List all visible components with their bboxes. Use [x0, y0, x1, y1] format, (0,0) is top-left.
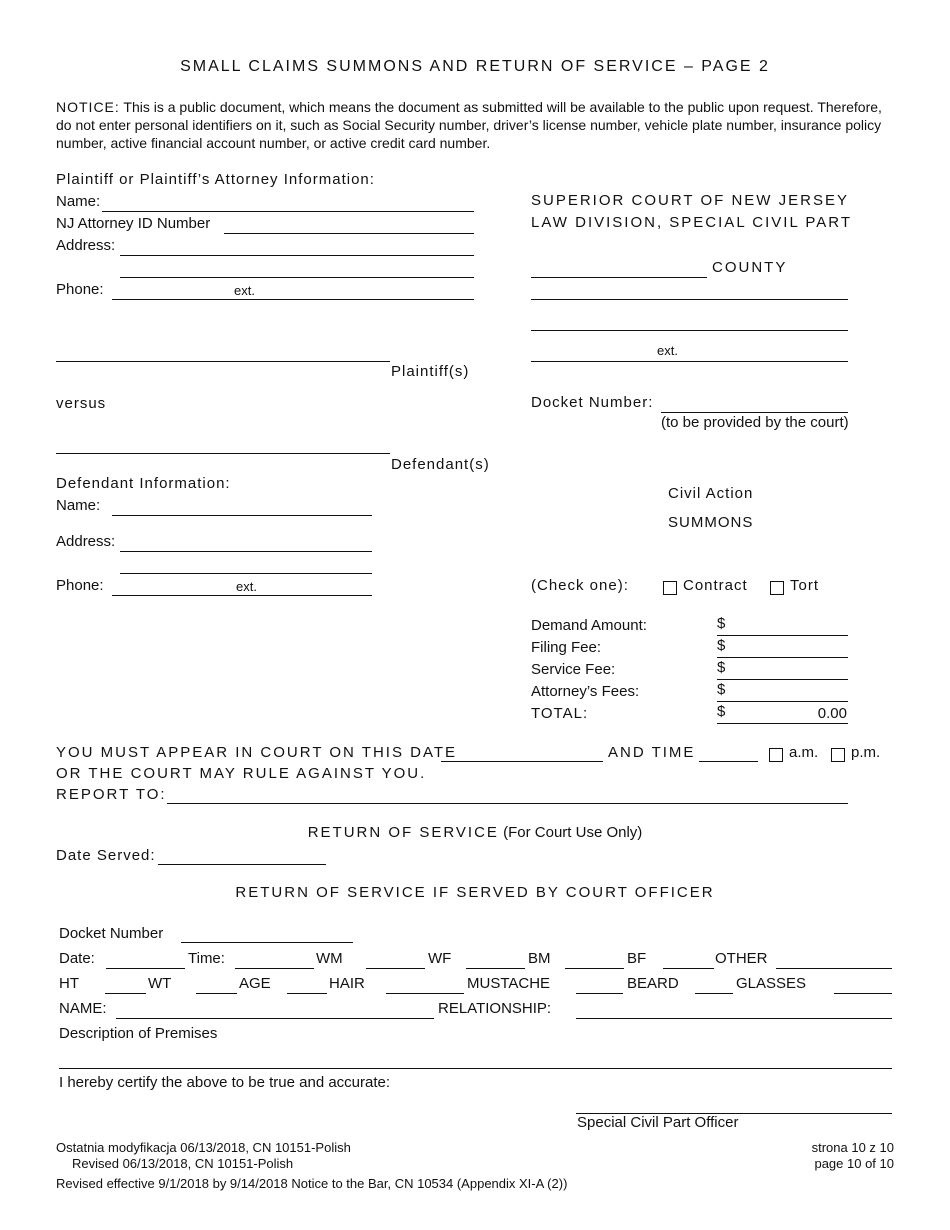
plaintiff-name-field[interactable]: [102, 211, 474, 212]
service-fee-field[interactable]: [717, 679, 848, 680]
defendant-address-field-2[interactable]: [120, 573, 372, 574]
ht-field[interactable]: [105, 993, 146, 994]
officer-name-field[interactable]: [116, 1018, 434, 1019]
am-checkbox[interactable]: [769, 748, 783, 762]
county-field[interactable]: [531, 277, 707, 278]
certify-statement: I hereby certify the above to be true and accurate:: [59, 1074, 391, 1091]
defendant-name-label: Name:: [56, 497, 101, 514]
officer-signature-label: Special Civil Part Officer: [577, 1114, 739, 1131]
court-officer-heading: RETURN OF SERVICE IF SERVED BY COURT OFFICER: [235, 884, 715, 901]
footer-revision-polish: Ostatnia modyfikacja 06/13/2018, CN 10151-Polish: [56, 1140, 351, 1155]
plaintiff-address-field-2[interactable]: [120, 277, 474, 278]
attorney-fees-field[interactable]: [717, 701, 848, 702]
officer-date-label: Date:: [59, 950, 95, 967]
versus-label: versus: [56, 395, 107, 412]
footer-page-number: page 10 of 10: [814, 1156, 894, 1171]
officer-time-field[interactable]: [235, 968, 314, 969]
notice-label: NOTICE:: [56, 99, 120, 115]
demand-amount-label: Demand Amount:: [531, 617, 647, 634]
total-field[interactable]: [717, 723, 848, 724]
am-label: a.m.: [789, 744, 819, 761]
wt-field[interactable]: [196, 993, 237, 994]
filing-fee-label: Filing Fee:: [531, 639, 602, 656]
bf-field[interactable]: [663, 968, 714, 969]
notice-paragraph: [56, 98, 896, 152]
officer-time-label: Time:: [188, 950, 225, 967]
report-to-field[interactable]: [167, 803, 848, 804]
court-ext-label: ext.: [657, 343, 678, 358]
total-currency: $: [717, 703, 726, 720]
plaintiff-phone-field[interactable]: [112, 299, 474, 300]
officer-name-label: NAME:: [59, 1000, 107, 1017]
wf-label: WF: [428, 950, 452, 967]
appear-date-field[interactable]: [441, 761, 603, 762]
mustache-field[interactable]: [576, 993, 623, 994]
county-label: COUNTY: [712, 259, 788, 276]
premises-field[interactable]: [59, 1068, 892, 1069]
defendant-role-label: Defendant(s): [391, 456, 490, 473]
beard-label: BEARD: [627, 975, 679, 992]
date-served-label: Date Served:: [56, 847, 156, 864]
plaintiff-address-label: Address:: [56, 237, 116, 254]
hair-label: HAIR: [329, 975, 365, 992]
defendant-phone-label: Phone:: [56, 577, 104, 594]
footer-revision-english: Revised 06/13/2018, CN 10151-Polish: [72, 1156, 294, 1171]
docket-number-note: (to be provided by the court): [661, 414, 849, 431]
service-currency: $: [717, 659, 726, 676]
defendant-address-label: Address:: [56, 533, 116, 550]
tort-label: Tort: [790, 577, 820, 594]
total-value: 0.00: [817, 705, 847, 722]
total-label: TOTAL:: [531, 705, 589, 722]
plaintiff-name-label: Name:: [56, 193, 101, 210]
docket-number-field[interactable]: [661, 412, 848, 413]
tort-checkbox[interactable]: [770, 581, 784, 595]
defendant-header: Defendant Information:: [56, 475, 231, 492]
wm-label: WM: [316, 950, 343, 967]
appear-date-label: YOU MUST APPEAR IN COURT ON THIS DATE: [56, 744, 458, 761]
docket-number-label: Docket Number:: [531, 394, 654, 411]
plaintiff-party-field[interactable]: [56, 361, 390, 362]
demand-amount-field[interactable]: [717, 635, 848, 636]
hair-field[interactable]: [386, 993, 464, 994]
return-of-service-title: RETURN OF SERVICE: [307, 824, 499, 841]
court-name: SUPERIOR COURT OF NEW JERSEY: [531, 192, 849, 209]
defendant-name-field[interactable]: [112, 515, 372, 516]
summons-label: SUMMONS: [668, 514, 754, 531]
page-title: SMALL CLAIMS SUMMONS AND RETURN OF SERVICE – PAGE 2: [180, 58, 770, 75]
demand-currency: $: [717, 615, 726, 632]
bm-label: BM: [528, 950, 551, 967]
plaintiff-header: Plaintiff or Plaintiff’s Attorney Information:: [56, 171, 375, 188]
court-address-field-2[interactable]: [531, 330, 848, 331]
date-served-field[interactable]: [158, 864, 326, 865]
wf-field[interactable]: [466, 968, 525, 969]
age-field[interactable]: [287, 993, 327, 994]
glasses-label: GLASSES: [736, 975, 807, 992]
bf-label: BF: [627, 950, 647, 967]
service-fee-label: Service Fee:: [531, 661, 616, 678]
defendant-party-field[interactable]: [56, 453, 390, 454]
plaintiff-attorney-id-field[interactable]: [224, 233, 474, 234]
filing-fee-field[interactable]: [717, 657, 848, 658]
officer-docket-number-field[interactable]: [181, 942, 353, 943]
defendant-phone-field[interactable]: [112, 595, 372, 596]
footer-notice-to-bar: Revised effective 9/1/2018 by 9/14/2018 Notice to the Bar, CN 10534 (Appendix XI-A (2)): [56, 1176, 568, 1191]
appear-time-label: AND TIME: [608, 744, 696, 761]
attorney-fees-label: Attorney’s Fees:: [531, 683, 640, 700]
defendant-address-field-1[interactable]: [120, 551, 372, 552]
report-to-label: REPORT TO:: [56, 786, 167, 803]
civil-action-label: Civil Action: [668, 485, 754, 502]
plaintiff-address-field-1[interactable]: [120, 255, 474, 256]
premises-label: Description of Premises: [59, 1025, 218, 1042]
mustache-label: MUSTACHE: [467, 975, 551, 992]
court-address-field-1[interactable]: [531, 299, 848, 300]
officer-date-field[interactable]: [106, 968, 185, 969]
plaintiff-phone-label: Phone:: [56, 281, 104, 298]
plaintiff-ext-label: ext.: [234, 283, 255, 298]
court-phone-field[interactable]: [531, 361, 848, 362]
wt-label: WT: [148, 975, 172, 992]
contract-checkbox[interactable]: [663, 581, 677, 595]
footer-page-polish: strona 10 z 10: [811, 1140, 894, 1155]
bm-field[interactable]: [565, 968, 624, 969]
contract-label: Contract: [683, 577, 748, 594]
filing-currency: $: [717, 637, 726, 654]
return-of-service-heading: [0, 824, 950, 841]
glasses-field[interactable]: [834, 993, 892, 994]
other-field[interactable]: [776, 968, 892, 969]
court-division: LAW DIVISION, SPECIAL CIVIL PART: [531, 214, 853, 231]
relationship-field[interactable]: [576, 1018, 892, 1019]
defendant-ext-label: ext.: [236, 579, 257, 594]
beard-field[interactable]: [695, 993, 733, 994]
relationship-label: RELATIONSHIP:: [438, 1000, 552, 1017]
attorney-currency: $: [717, 681, 726, 698]
notice-text: This is a public document, which means the document as submitted will be available to the public upon request. Therefore, do not enter personal identifiers on it, such as Social Security number, driver’s license number, vehicle plate number, insurance policy number, active financial account number, or active credit card number.: [56, 99, 882, 151]
age-label: AGE: [239, 975, 271, 992]
plaintiff-attorney-id-label: NJ Attorney ID Number: [56, 215, 211, 232]
appear-warning: OR THE COURT MAY RULE AGAINST YOU.: [56, 765, 427, 782]
pm-checkbox[interactable]: [831, 748, 845, 762]
court-use-only-label: (For Court Use Only): [503, 824, 643, 841]
plaintiff-role-label: Plaintiff(s): [391, 363, 470, 380]
check-one-label: (Check one):: [531, 577, 629, 594]
appear-time-field[interactable]: [699, 761, 758, 762]
ht-label: HT: [59, 975, 79, 992]
pm-label: p.m.: [851, 744, 881, 761]
other-label: OTHER: [715, 950, 768, 967]
officer-docket-number-label: Docket Number: [59, 925, 164, 942]
wm-field[interactable]: [366, 968, 425, 969]
